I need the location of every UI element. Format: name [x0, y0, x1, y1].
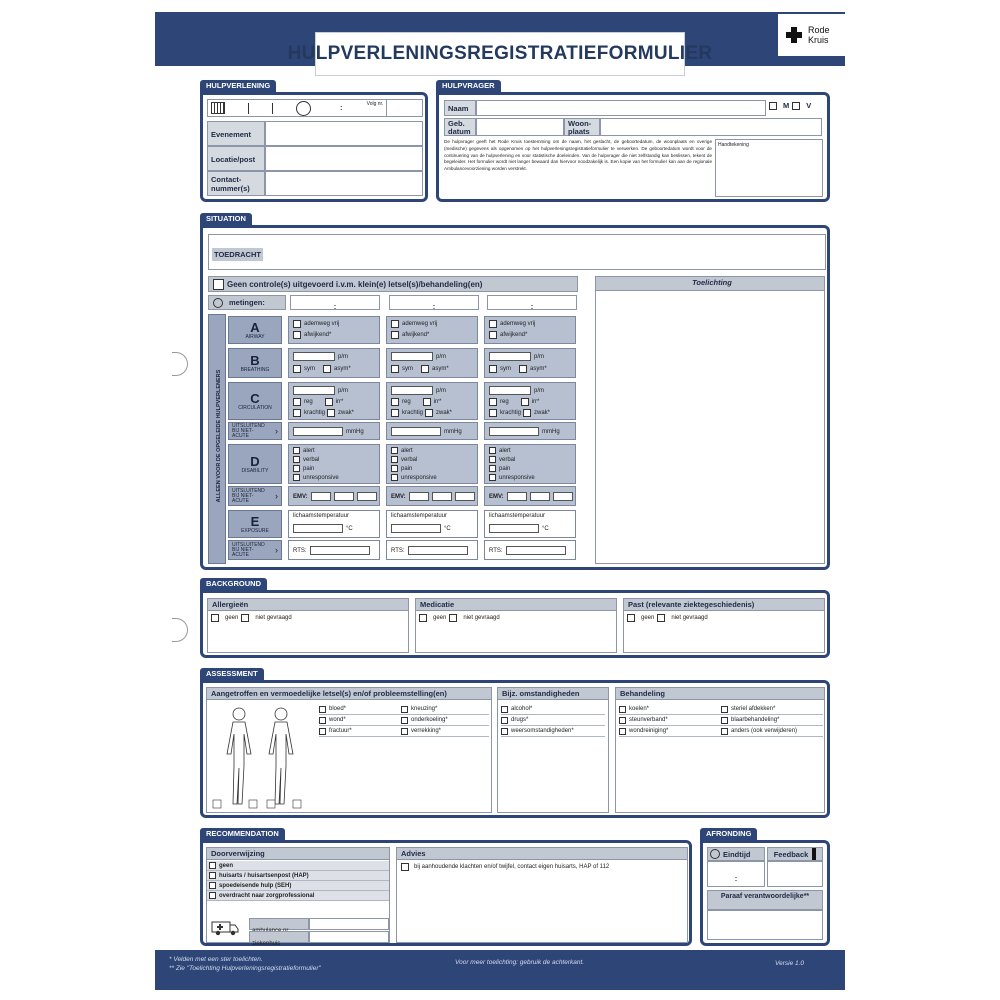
- airway-col-2: ademweg vrij afwijkend*: [386, 316, 478, 344]
- evenement-label: Evenement: [211, 130, 252, 139]
- male-checkbox[interactable]: [769, 102, 777, 110]
- airway-col-3: ademweg vrij afwijkend*: [484, 316, 576, 344]
- page-title: HULPVERLENINGSREGISTRATIEFORMULIER: [315, 32, 685, 76]
- side-label: ALLEEN VOOR DE OPGELEIDE HULPVERLENERS: [216, 369, 222, 503]
- volg-nr-label: Volg nr.: [366, 101, 384, 107]
- emv-col-1: EMV:: [288, 486, 380, 506]
- airway-block: A AIRWAY: [228, 316, 282, 344]
- circumstance-row: drugs*: [501, 715, 605, 726]
- emv-col-3: EMV:: [484, 486, 576, 506]
- bp-col-3: mmHg: [484, 422, 576, 440]
- background-tab: BACKGROUND: [200, 578, 267, 590]
- m-label: M: [783, 101, 790, 110]
- naam-label: Naam: [448, 104, 469, 113]
- circulation-col-2: p/m reg irr* krachtig zwak*: [386, 382, 478, 420]
- footer-version: Versie 1.0: [775, 960, 805, 967]
- paraaf-field[interactable]: [707, 910, 823, 940]
- circulation-col-3: p/m reg irr* krachtig zwak*: [484, 382, 576, 420]
- rts-col-1: RTS:: [288, 540, 380, 560]
- date-time-row: [207, 99, 423, 117]
- hulpvrager-tab: HULPVRAGER: [436, 80, 501, 92]
- bp-col-2: mmHg: [386, 422, 478, 440]
- past-box[interactable]: Past (relevante ziektegeschiedenis) geen niet gevraagd: [623, 598, 825, 653]
- feedback-field[interactable]: [767, 861, 823, 887]
- exposure-col-1: lichaamstemperatuur °C: [288, 510, 380, 538]
- footer-note1: * Velden met een ster toelichten.: [169, 956, 263, 963]
- meting-time-1[interactable]: :: [290, 295, 380, 310]
- omstandigheden-box: [497, 687, 609, 813]
- date-divider: [248, 103, 249, 114]
- medicatie-box[interactable]: Medicatie geen niet gevraagd: [415, 598, 617, 653]
- eindtijd-field[interactable]: :: [707, 861, 765, 887]
- doorverwijzing-title: Doorverwijzing: [207, 848, 389, 860]
- feedback-label: Feedback: [773, 849, 809, 859]
- omstandigheden-title: Bijz. omstandigheden: [498, 688, 608, 700]
- exposure-col-2: lichaamstemperatuur °C: [386, 510, 478, 538]
- treatment-row: wondreiniging* anders (ook verwijderen): [619, 726, 823, 737]
- ziekenhuis-field[interactable]: [309, 931, 389, 943]
- signature-field[interactable]: [715, 139, 823, 197]
- metingen-label: metingen:: [229, 298, 265, 307]
- meting-time-2[interactable]: :: [389, 295, 479, 310]
- clock-icon: [296, 101, 311, 116]
- toelichting-label: Toelichting: [596, 277, 824, 291]
- behandeling-title: Behandeling: [616, 688, 824, 700]
- geb-datum-label: Geb. datum: [448, 119, 471, 136]
- contact-label: Contact-nummer(s): [211, 175, 250, 193]
- footer-band: [155, 950, 845, 990]
- breathing-col-2: p/m sym asym*: [386, 348, 478, 378]
- doorverwijzing-box: [206, 847, 390, 947]
- woonplaats-label: Woon-plaats: [568, 119, 592, 136]
- referral-row: huisarts / huisartsenpost (HAP): [207, 871, 389, 881]
- injury-row: wond* onderkoeling*: [319, 715, 489, 726]
- recommendation-tab: RECOMMENDATION: [200, 828, 285, 840]
- locatie-label: Locatie/post: [211, 155, 256, 164]
- toelichting-box[interactable]: [595, 276, 825, 564]
- exposure-block: E EXPOSURE: [228, 510, 282, 538]
- woonplaats-field[interactable]: [600, 118, 822, 136]
- referral-row: spoedeisende hulp (SEH): [207, 881, 389, 891]
- exposure-col-3: lichaamstemperatuur °C: [484, 510, 576, 538]
- emv-col-2: EMV:: [386, 486, 478, 506]
- ambulance-field[interactable]: [309, 918, 389, 930]
- cross-icon: [786, 27, 802, 43]
- geen-controle-label: Geen controle(s) uitgevoerd i.v.m. klein(e) letsel(s)/behandeling(en): [227, 279, 483, 289]
- clock-icon: [710, 849, 720, 859]
- ambulance-icon: [211, 918, 239, 936]
- treatment-row: koelen* steriel afdekken*: [619, 704, 823, 715]
- assessment-tab: ASSESSMENT: [200, 668, 264, 680]
- hulpverlening-panel: [200, 92, 428, 202]
- advies-box[interactable]: [396, 847, 688, 943]
- red-cross-logo: [778, 14, 845, 56]
- breathing-col-3: p/m sym asym*: [484, 348, 576, 378]
- v-label: V: [806, 101, 812, 110]
- handtekening-label: Handtekening: [718, 142, 749, 148]
- rts-col-2: RTS:: [386, 540, 478, 560]
- bp-col-1: mmHg: [288, 422, 380, 440]
- allergieen-box[interactable]: Allergieën geen niet gevraagd: [207, 598, 409, 653]
- referral-row: geen: [207, 861, 389, 871]
- injury-row: fractuur* verrekking*: [319, 726, 489, 737]
- toedracht-label: TOEDRACHT: [214, 250, 261, 259]
- uitsluitend-e: UITSLUITEND BIJ NIET-ACUTE ›: [228, 540, 282, 560]
- female-checkbox[interactable]: [792, 102, 800, 110]
- referral-row: overdracht naar zorgprofessional: [207, 891, 389, 901]
- uitsluitend-c: UITSLUITEND BIJ NIET-ACUTE ›: [228, 422, 282, 440]
- footer-center: Voor meer toelichting: gebruik de achterkant.: [455, 959, 585, 966]
- treatment-row: steunverband* blaarbehandeling*: [619, 715, 823, 726]
- circulation-block: C CIRCULATION: [228, 382, 282, 420]
- clock-icon: [213, 298, 223, 308]
- disability-col-2: alert verbal pain unresponsive: [386, 444, 478, 484]
- paraaf-label: Paraaf verantwoordelijke**: [707, 890, 823, 910]
- geb-datum-field[interactable]: [476, 118, 564, 136]
- breathing-col-1: p/m sym asym*: [288, 348, 380, 378]
- feedback-marker: [812, 848, 816, 860]
- consent-text: De hulpvrager geeft het Rode Kruis toestemming om de naam, het geslacht, de geboortedatum, de woonplaats en overige (medische) gegevens als opgenomen op het hulpverleningsregistratieformulier te verwerken. De geboortedatum wordt voor de continuering van de hulpverlening en voor statistische doeleinden. Van de hulpvrager die niet zelfstandig kan beslissen, tekent de begeleider. Het formulier wordt niet langer bewaard dan hiervoor noodzakelijk is. Een kopie van het formulier kan aan de regionale Ambulancevoorziening worden verstrekt.: [444, 139, 712, 172]
- circulation-col-1: p/m reg irr* krachtig zwak*: [288, 382, 380, 420]
- breathing-block: B BREATHING: [228, 348, 282, 378]
- evenement-field[interactable]: [265, 121, 423, 146]
- hulpvrager-panel: [436, 92, 830, 202]
- logo-line2: Kruis: [808, 35, 829, 45]
- hulpverlening-tab: HULPVERLENING: [200, 80, 276, 92]
- background-panel: [200, 590, 830, 658]
- circumstance-row: alcohol*: [501, 704, 605, 715]
- rts-col-3: RTS:: [484, 540, 576, 560]
- airway-col-1: ademweg vrij afwijkend*: [288, 316, 380, 344]
- ziekenhuis-label: ziekenhuis: [252, 941, 281, 947]
- behandeling-box: [615, 687, 825, 813]
- circumstance-row: weersomstandigheden*: [501, 726, 605, 737]
- advies-title: Advies: [397, 848, 687, 860]
- toedracht-field[interactable]: [208, 234, 826, 270]
- assessment-panel: [200, 680, 830, 818]
- time-separator: :: [340, 103, 343, 112]
- disability-col-1: alert verbal pain unresponsive: [288, 444, 380, 484]
- letsel-box: [206, 687, 492, 813]
- geen-controle-checkbox[interactable]: [213, 279, 224, 290]
- footer-note2: ** Zie "Toelichting Hulpverleningsregistratieformulier": [169, 965, 321, 972]
- afronding-panel: [700, 840, 830, 946]
- calendar-icon: [211, 102, 225, 114]
- contact-field[interactable]: [265, 171, 423, 196]
- date-divider: [272, 103, 273, 114]
- recommendation-panel: [200, 840, 692, 946]
- locatie-field[interactable]: [265, 146, 423, 171]
- disability-col-3: alert verbal pain unresponsive: [484, 444, 576, 484]
- logo-line1: Rode: [808, 25, 830, 35]
- body-diagram-icon: [211, 704, 311, 810]
- advies-checkbox[interactable]: [401, 863, 409, 871]
- naam-field[interactable]: [476, 100, 766, 116]
- uitsluitend-d: UITSLUITEND BIJ NIET-ACUTE ›: [228, 486, 282, 506]
- eindtijd-label: Eindtijd: [723, 849, 751, 859]
- injury-row: bloed* kneuzing*: [319, 704, 489, 715]
- meting-time-3[interactable]: :: [487, 295, 577, 310]
- advies-option: bij aanhoudende klachten en/of twijfel, contact eigen huisarts, HAP of 112: [414, 864, 610, 870]
- letsel-title: Aangetroffen en vermoedelijke letsel(s) en/of probleemstelling(en): [207, 688, 491, 700]
- disability-block: D DISABILITY: [228, 444, 282, 484]
- afronding-tab: AFRONDING: [700, 828, 757, 840]
- situation-tab: SITUATION: [200, 213, 252, 225]
